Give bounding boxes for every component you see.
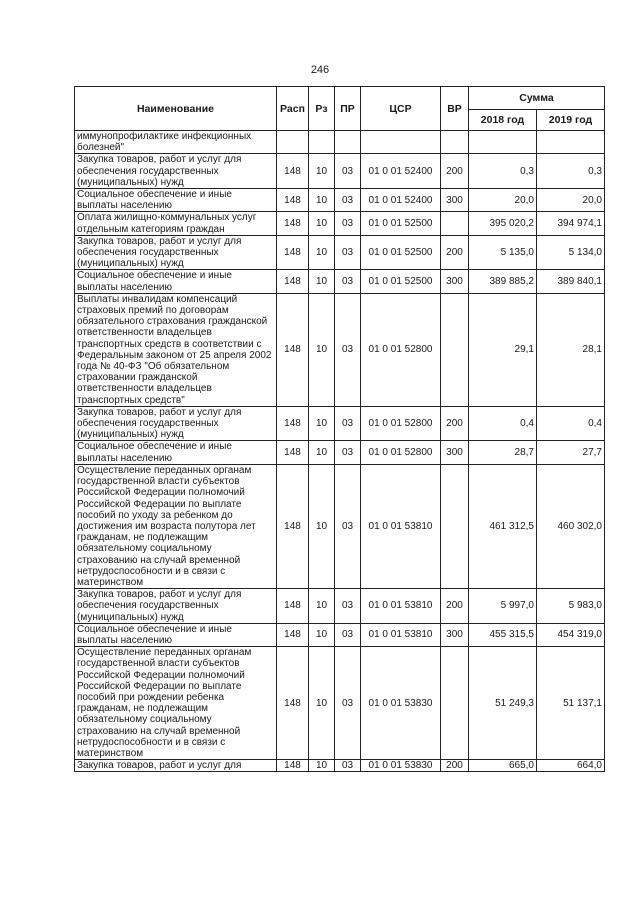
cell-y2019	[537, 131, 605, 154]
cell-pr: 03	[335, 760, 361, 772]
cell-y2018: 0,3	[469, 154, 537, 189]
cell-rasp: 148	[277, 154, 309, 189]
cell-csr: 01 0 01 53810	[361, 623, 441, 646]
table-row	[75, 131, 605, 154]
cell-vr: 200	[441, 154, 469, 189]
cell-y2018: 51 249,3	[469, 647, 537, 760]
cell-vr	[441, 293, 469, 406]
table-row	[75, 441, 605, 464]
cell-y2019: 394 974,1	[537, 212, 605, 235]
cell-y2018: 20,0	[469, 189, 537, 212]
cell-name: Закупка товаров, работ и услуг для обеспечения государственных (муниципальных) нужд	[75, 406, 277, 441]
cell-rz: 10	[309, 441, 335, 464]
cell-csr: 01 0 01 52800	[361, 441, 441, 464]
cell-name: Социальное обеспечение и иные выплаты населению	[75, 189, 277, 212]
cell-vr: 300	[441, 189, 469, 212]
cell-rasp: 148	[277, 760, 309, 772]
cell-name: Выплаты инвалидам компенсаций страховых премий по договорам обязательного страхования гражданской ответственности владельцев транспортных средств в соответствии с Федеральным законом от 25 апреля 2002 года № 40-ФЗ "Об обязательном страховании гражданской ответственности владельцев транспортных средств"	[75, 293, 277, 406]
cell-vr: 300	[441, 623, 469, 646]
cell-name: Социальное обеспечение и иные выплаты населению	[75, 441, 277, 464]
cell-y2018: 665,0	[469, 760, 537, 772]
cell-csr: 01 0 01 53830	[361, 760, 441, 772]
table-row	[75, 406, 605, 441]
cell-pr: 03	[335, 623, 361, 646]
cell-y2019: 27,7	[537, 441, 605, 464]
cell-y2018: 395 020,2	[469, 212, 537, 235]
cell-name: Социальное обеспечение и иные выплаты населению	[75, 270, 277, 293]
cell-rasp: 148	[277, 235, 309, 270]
cell-rz: 10	[309, 589, 335, 624]
cell-pr: 03	[335, 441, 361, 464]
cell-rasp: 148	[277, 589, 309, 624]
cell-rz: 10	[309, 760, 335, 772]
cell-rz: 10	[309, 270, 335, 293]
table-row	[75, 293, 605, 406]
cell-y2019: 28,1	[537, 293, 605, 406]
cell-vr: 200	[441, 406, 469, 441]
header-csr: ЦСР	[361, 87, 441, 131]
cell-y2018	[469, 131, 537, 154]
cell-y2019: 51 137,1	[537, 647, 605, 760]
cell-name: Оплата жилищно-коммунальных услуг отдельным категориям граждан	[75, 212, 277, 235]
cell-y2018: 455 315,5	[469, 623, 537, 646]
cell-y2018: 461 312,5	[469, 464, 537, 588]
cell-pr	[335, 131, 361, 154]
page-number: 246	[310, 64, 330, 76]
table-row	[75, 189, 605, 212]
cell-pr: 03	[335, 189, 361, 212]
cell-vr	[441, 212, 469, 235]
cell-rz	[309, 131, 335, 154]
header-sum: Сумма	[469, 87, 605, 110]
cell-y2019: 0,4	[537, 406, 605, 441]
cell-rasp: 148	[277, 623, 309, 646]
cell-csr: 01 0 01 53810	[361, 464, 441, 588]
cell-rasp: 148	[277, 464, 309, 588]
cell-name: Закупка товаров, работ и услуг для обеспечения государственных (муниципальных) нужд	[75, 154, 277, 189]
header-2018: 2018 год	[469, 110, 537, 131]
table-row	[75, 623, 605, 646]
cell-vr: 200	[441, 760, 469, 772]
cell-pr: 03	[335, 406, 361, 441]
cell-rz: 10	[309, 406, 335, 441]
cell-rasp: 148	[277, 270, 309, 293]
cell-name: Закупка товаров, работ и услуг для	[75, 760, 277, 772]
cell-vr	[441, 131, 469, 154]
header-pr: ПР	[335, 87, 361, 131]
table-row	[75, 154, 605, 189]
header-2019: 2019 год	[537, 110, 605, 131]
cell-y2018: 5 135,0	[469, 235, 537, 270]
cell-vr: 200	[441, 589, 469, 624]
cell-vr: 300	[441, 441, 469, 464]
header-rz: Рз	[309, 87, 335, 131]
table-row	[75, 647, 605, 760]
header-name: Наименование	[75, 87, 277, 131]
cell-rz: 10	[309, 235, 335, 270]
cell-csr: 01 0 01 52400	[361, 154, 441, 189]
cell-pr: 03	[335, 589, 361, 624]
cell-csr: 01 0 01 52800	[361, 406, 441, 441]
cell-rz: 10	[309, 464, 335, 588]
cell-name: Социальное обеспечение и иные выплаты населению	[75, 623, 277, 646]
cell-y2019: 664,0	[537, 760, 605, 772]
cell-csr: 01 0 01 53810	[361, 589, 441, 624]
cell-y2018: 5 997,0	[469, 589, 537, 624]
header-vr: ВР	[441, 87, 469, 131]
cell-y2018: 28,7	[469, 441, 537, 464]
header-row-1	[75, 87, 605, 110]
table-row	[75, 212, 605, 235]
cell-name: Осуществление переданных органам государственной власти субъектов Российской Федерации полномочий Российской Федерации по выплате пособий по уходу за ребенком до достижения им возраста полутора лет гражданам, не подлежащим обязательному социальному страхованию на случай временной нетрудоспособности и в связи с материнством	[75, 464, 277, 588]
cell-csr: 01 0 01 52800	[361, 293, 441, 406]
cell-rasp: 148	[277, 212, 309, 235]
cell-name: Осуществление переданных органам государственной власти субъектов Российской Федерации полномочий Российской Федерации по выплате пособий при рождении ребенка гражданам, не подлежащим обязательному социальному страхованию на случай временной нетрудоспособности и в связи с материнством	[75, 647, 277, 760]
cell-csr	[361, 131, 441, 154]
cell-y2019: 5 983,0	[537, 589, 605, 624]
cell-y2019: 454 319,0	[537, 623, 605, 646]
cell-y2018: 389 885,2	[469, 270, 537, 293]
cell-csr: 01 0 01 52500	[361, 270, 441, 293]
table-row	[75, 760, 605, 772]
cell-y2019: 20,0	[537, 189, 605, 212]
cell-pr: 03	[335, 212, 361, 235]
cell-pr: 03	[335, 270, 361, 293]
table-row	[75, 270, 605, 293]
cell-pr: 03	[335, 464, 361, 588]
cell-y2019: 0,3	[537, 154, 605, 189]
cell-y2019: 389 840,1	[537, 270, 605, 293]
cell-csr: 01 0 01 52500	[361, 235, 441, 270]
cell-name: иммунопрофилактике инфекционных болезней"	[75, 131, 277, 154]
cell-rasp: 148	[277, 189, 309, 212]
cell-pr: 03	[335, 293, 361, 406]
cell-pr: 03	[335, 235, 361, 270]
cell-name: Закупка товаров, работ и услуг для обеспечения государственных (муниципальных) нужд	[75, 589, 277, 624]
cell-rz: 10	[309, 623, 335, 646]
cell-rasp	[277, 131, 309, 154]
cell-rasp: 148	[277, 441, 309, 464]
cell-y2018: 29,1	[469, 293, 537, 406]
cell-y2018: 0,4	[469, 406, 537, 441]
cell-rasp: 148	[277, 293, 309, 406]
header-rasp: Расп	[277, 87, 309, 131]
cell-y2019: 460 302,0	[537, 464, 605, 588]
table-row	[75, 235, 605, 270]
cell-csr: 01 0 01 52500	[361, 212, 441, 235]
cell-csr: 01 0 01 52400	[361, 189, 441, 212]
cell-rz: 10	[309, 189, 335, 212]
cell-rz: 10	[309, 647, 335, 760]
cell-rasp: 148	[277, 406, 309, 441]
cell-rz: 10	[309, 154, 335, 189]
cell-vr	[441, 464, 469, 588]
cell-rasp: 148	[277, 647, 309, 760]
cell-csr: 01 0 01 53830	[361, 647, 441, 760]
budget-table	[74, 86, 605, 772]
cell-vr	[441, 647, 469, 760]
cell-rz: 10	[309, 212, 335, 235]
cell-rz: 10	[309, 293, 335, 406]
cell-y2019: 5 134,0	[537, 235, 605, 270]
cell-pr: 03	[335, 154, 361, 189]
cell-pr: 03	[335, 647, 361, 760]
table-row	[75, 589, 605, 624]
cell-name: Закупка товаров, работ и услуг для обеспечения государственных (муниципальных) нужд	[75, 235, 277, 270]
cell-vr: 300	[441, 270, 469, 293]
table-row	[75, 464, 605, 588]
cell-vr: 200	[441, 235, 469, 270]
